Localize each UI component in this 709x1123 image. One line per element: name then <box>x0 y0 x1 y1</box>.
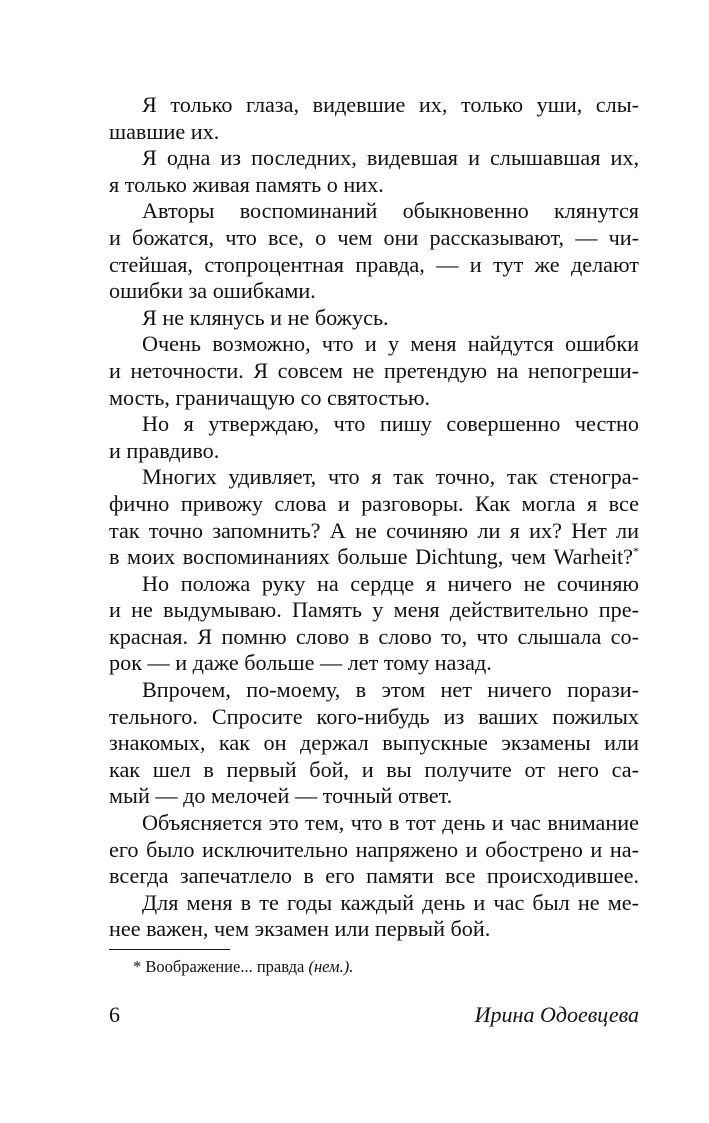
page-number: 6 <box>109 1002 120 1027</box>
line-text: его было исключительно напряжено и обострено и на- <box>109 836 639 862</box>
text-line <box>109 305 639 332</box>
line-text: мый — до мелочей — точный ответ. <box>109 783 453 809</box>
text-line <box>109 358 639 385</box>
text-line <box>109 518 639 545</box>
text-line <box>109 198 639 225</box>
line-text: красная. Я помню слово в слово то, что слышала со- <box>109 623 639 649</box>
line-text: Я только глаза, видевшие их, только уши, слы- <box>142 92 639 117</box>
line-text: Я одна из последних, видевшая и слышавшая их, <box>142 145 639 171</box>
line-text: ошибки за ошибками. <box>109 278 316 304</box>
line-text: фично привожу слова и разговоры. Как могла я все <box>109 490 639 516</box>
line-text: как шел в первый бой, и вы получите от него са- <box>109 756 639 782</box>
text-line <box>109 92 639 119</box>
line-text: тельного. Спросите кого-нибудь из ваших пожилых <box>109 703 639 729</box>
text-line <box>109 331 639 358</box>
line-text: Но я утверждаю, что пишу совершенно честно <box>142 411 639 437</box>
line-text: нее важен, чем экзамен или первый бой. <box>109 916 491 942</box>
body-text <box>109 92 639 943</box>
text-line <box>109 624 639 651</box>
text-line <box>109 704 639 731</box>
line-text: и правдиво. <box>109 437 220 463</box>
line-text: Многих удивляет, что я так точно, так стеногра- <box>142 464 639 490</box>
text-line <box>109 677 639 704</box>
line-text: рок — и даже больше — лет тому назад. <box>109 650 492 676</box>
line-text: так точно запомнить? А не сочиняю ли я их? Нет ли <box>109 517 639 543</box>
text-line <box>109 119 639 146</box>
line-text: Авторы воспоминаний обыкновенно клянутся <box>142 198 639 224</box>
line-text: стейшая, стопроцентная правда, — и тут же делают <box>109 251 639 277</box>
line-text: Впрочем, по-моему, в этом нет ничего порази- <box>142 677 639 703</box>
line-text: Для меня в те годы каждый день и час был не ме- <box>142 889 639 915</box>
text-line <box>109 757 639 784</box>
text-line <box>109 783 639 810</box>
text-line <box>109 863 639 890</box>
line-text: и не выдумываю. Память у меня действительно пре- <box>109 597 639 623</box>
text-line <box>109 385 639 412</box>
footnote-divider <box>109 949 230 950</box>
text-line <box>109 916 639 943</box>
text-line <box>109 225 639 252</box>
footnote-mark: * <box>133 957 142 976</box>
text-line <box>109 464 639 491</box>
line-text: Я не клянусь и не божусь. <box>142 304 389 330</box>
text-line <box>109 172 639 199</box>
text-line <box>109 890 639 917</box>
line-text: знакомых, как он держал выпускные экзамены или <box>109 730 639 756</box>
text-line <box>109 837 639 864</box>
line-text: в моих воспоминаниях больше Dichtung, чем Warheit? <box>109 544 633 570</box>
text-line <box>109 252 639 279</box>
footnote-text: Воображение... правда <box>145 957 305 976</box>
footnote <box>133 957 353 977</box>
footnote-language-note: (нем.). <box>308 957 354 976</box>
running-author: Ирина Одоевцева <box>474 1002 639 1027</box>
text-line <box>109 411 639 438</box>
line-text: всегда запечатлело в его памяти все происходившее. <box>109 863 639 889</box>
line-text: и неточности. Я совсем не претендую на непогреши- <box>109 357 639 383</box>
line-text: я только живая память о них. <box>109 171 384 197</box>
text-line <box>109 730 639 757</box>
text-line <box>109 650 639 677</box>
line-text: шавшие их. <box>109 118 220 144</box>
line-text: Очень возможно, что и у меня найдутся ошибки <box>142 331 639 357</box>
text-line <box>109 278 639 305</box>
text-line <box>109 544 639 571</box>
text-line <box>109 597 639 624</box>
line-text: мость, граничащую со святостью. <box>109 384 431 410</box>
line-text: и божатся, что все, о чем они рассказывают, — чи- <box>109 224 639 250</box>
text-line <box>109 571 639 598</box>
line-text: Но положа руку на сердце я ничего не сочиняю <box>142 570 639 596</box>
text-line <box>109 491 639 518</box>
footnote-reference: * <box>633 544 639 559</box>
text-line <box>109 145 639 172</box>
line-text: Объясняется это тем, что в тот день и час внимание <box>142 810 639 836</box>
text-line <box>109 438 639 465</box>
text-line <box>109 810 639 837</box>
